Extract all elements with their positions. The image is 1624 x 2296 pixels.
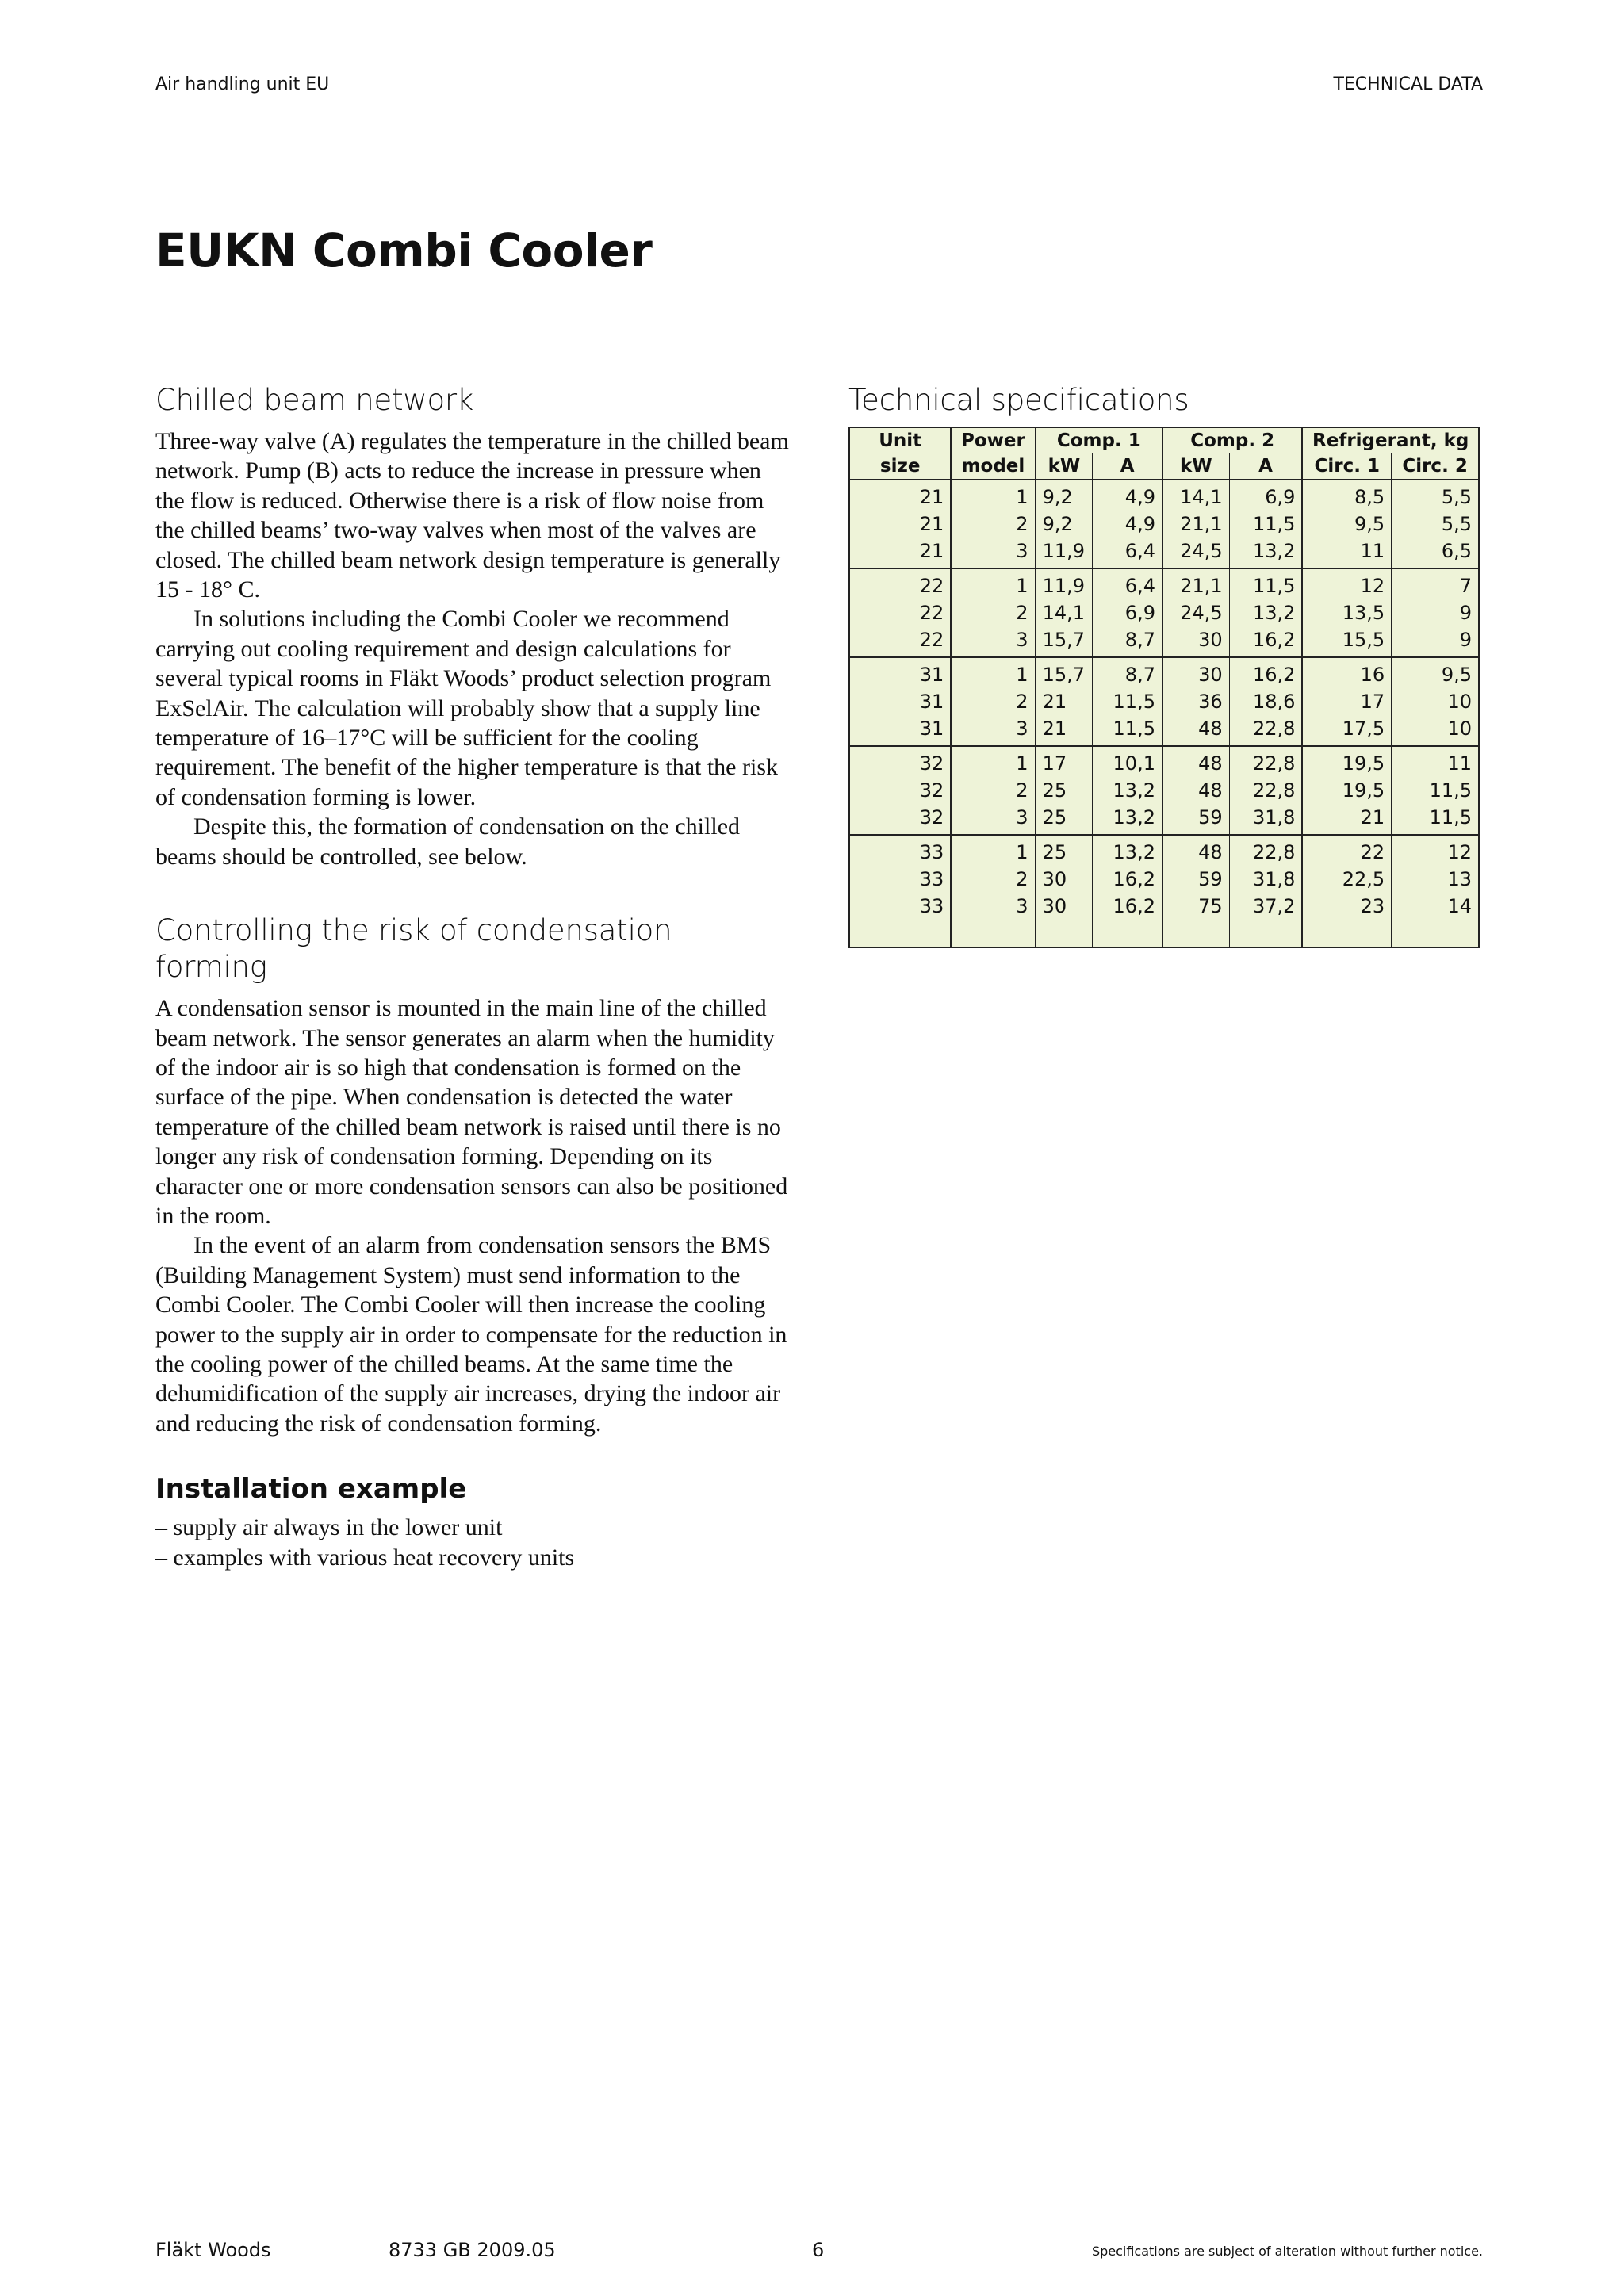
header-right: TECHNICAL DATA <box>1333 75 1483 94</box>
cell-comp2-a: 31,8 <box>1229 866 1302 893</box>
cell-comp2-kw: 48 <box>1162 715 1229 746</box>
cell-power-model: 3 <box>951 626 1035 657</box>
cell-circ2: 9,5 <box>1441 664 1472 686</box>
cell-circ1: 23 <box>1302 893 1391 947</box>
cell-comp1-a: 4,9 <box>1093 511 1162 538</box>
cell-comp1-a: 16,2 <box>1093 866 1162 893</box>
cell-power-model: 1 <box>951 746 1035 777</box>
cell-unit-size: 22 <box>849 626 951 657</box>
table-row <box>849 893 1479 947</box>
col-header-power: Power <box>951 427 1035 453</box>
table-row <box>849 480 1479 511</box>
cell-power-model: 3 <box>951 804 1035 835</box>
table-row <box>849 777 1479 804</box>
cell-comp1-a: 10,1 <box>1093 746 1162 777</box>
cell-comp2-kw: 48 <box>1162 835 1229 866</box>
paragraph: Three-way valve (A) regulates the temperature in the chilled beam network. Pump (B) acts to reduce the increase in pressure when the flow is reduced. Otherwise there is a risk of flow noise from the chilled beams’ two-way valves when most of the valves are closed. The chilled beam network design temperature is generally 15 - 18° C. <box>155 428 789 603</box>
cell-comp1-kw: 25 <box>1036 804 1093 835</box>
cell-comp2-kw: 14,1 <box>1162 480 1229 511</box>
table-row <box>849 599 1479 626</box>
col-header-kw: kW <box>1162 453 1229 480</box>
cell-circ1: 19,5 <box>1302 777 1391 804</box>
cell-unit-size: 31 <box>849 657 951 688</box>
col-header-circ1: Circ. 1 <box>1302 453 1391 480</box>
cell-circ2: 11,5 <box>1429 779 1472 802</box>
cell-comp1-a: 16,2 <box>1093 893 1162 947</box>
cell-unit-size: 33 <box>849 866 951 893</box>
page-title: EUKN Combi Cooler <box>155 224 653 277</box>
cell-circ2: 5,5 <box>1441 486 1472 508</box>
col-header-unit: Unit <box>849 427 951 453</box>
cell-power-model: 3 <box>951 538 1035 568</box>
table-row <box>849 657 1479 688</box>
table-row <box>849 804 1479 835</box>
cell-power-model: 2 <box>951 599 1035 626</box>
cell-comp1-a: 4,9 <box>1093 480 1162 511</box>
footer-page-number: 6 <box>812 2239 825 2261</box>
cell-power-model: 2 <box>951 777 1035 804</box>
cell-comp1-kw: 9,2 <box>1036 511 1093 538</box>
cell-unit-size: 22 <box>849 599 951 626</box>
cell-power-model: 2 <box>951 866 1035 893</box>
cell-comp2-a: 31,8 <box>1229 804 1302 835</box>
cell-comp2-kw: 30 <box>1162 657 1229 688</box>
cell-circ1: 15,5 <box>1302 626 1391 657</box>
col-header-kw: kW <box>1036 453 1093 480</box>
cell-circ2: 10 <box>1392 715 1479 746</box>
cell-power-model: 3 <box>951 893 1035 947</box>
cell-comp2-a: 22,8 <box>1229 835 1302 866</box>
cell-comp1-kw: 25 <box>1036 777 1093 804</box>
col-header-comp2: Comp. 2 <box>1162 427 1302 453</box>
cell-comp1-kw: 25 <box>1036 835 1093 866</box>
cell-power-model: 2 <box>951 511 1035 538</box>
cell-comp2-kw: 21,1 <box>1162 568 1229 599</box>
col-header-a: A <box>1229 453 1302 480</box>
paragraph: In solutions including the Combi Cooler we recommend carrying out cooling requirement and design calculations for several typical rooms in Fläkt Woods’ product selection program ExSelAir. The calculation will probably show that a supply line temperature of 16–17°C will be sufficient for the cooling requirement. The benefit of the higher temperature is that the risk of condensation forming is lower. <box>155 606 778 810</box>
cell-circ1: 21 <box>1302 804 1391 835</box>
cell-comp1-kw: 15,7 <box>1036 657 1093 688</box>
cell-circ1: 12 <box>1302 568 1391 599</box>
col-header-circ2: Circ. 2 <box>1392 453 1479 480</box>
cell-comp1-kw: 9,2 <box>1036 480 1093 511</box>
section-heading: Installation example <box>155 1473 467 1506</box>
cell-comp2-a: 11,5 <box>1229 511 1302 538</box>
cell-power-model: 1 <box>951 657 1035 688</box>
cell-circ2: 13 <box>1447 868 1472 890</box>
table-row <box>849 835 1479 866</box>
cell-power-model: 1 <box>951 568 1035 599</box>
cell-comp1-a: 13,2 <box>1093 777 1162 804</box>
list-line: – examples with various heat recovery units <box>155 1544 575 1571</box>
cell-unit-size: 32 <box>849 777 951 804</box>
section-heading: Controlling the risk of condensation forming <box>155 913 672 985</box>
col-header-size: size <box>849 453 951 480</box>
cell-circ2: 7 <box>1459 575 1472 597</box>
cell-unit-size: 21 <box>849 480 951 511</box>
cell-comp1-kw: 11,9 <box>1036 568 1093 599</box>
col-header-model: model <box>951 453 1035 480</box>
cell-unit-size: 31 <box>849 688 951 715</box>
cell-comp1-a: 11,5 <box>1093 715 1162 746</box>
cell-power-model: 2 <box>951 688 1035 715</box>
cell-comp1-a: 6,9 <box>1093 599 1162 626</box>
paragraph: Despite this, the formation of condensation on the chilled beams should be controlled, see below. <box>155 813 741 870</box>
cell-comp2-a: 37,2 <box>1229 893 1302 947</box>
list-line: – supply air always in the lower unit <box>155 1514 503 1541</box>
cell-circ1: 19,5 <box>1302 746 1391 777</box>
cell-comp1-kw: 15,7 <box>1036 626 1093 657</box>
cell-circ1: 9,5 <box>1302 511 1391 538</box>
cell-comp2-a: 22,8 <box>1229 746 1302 777</box>
cell-power-model: 3 <box>951 715 1035 746</box>
cell-comp1-a: 8,7 <box>1093 657 1162 688</box>
cell-comp2-kw: 48 <box>1162 746 1229 777</box>
cell-comp2-a: 22,8 <box>1229 715 1302 746</box>
cell-circ1: 13,5 <box>1302 599 1391 626</box>
cell-unit-size: 22 <box>849 568 951 599</box>
header-left: Air handling unit EU <box>155 75 330 94</box>
cell-comp1-kw: 14,1 <box>1036 599 1093 626</box>
cell-circ1: 22,5 <box>1302 866 1391 893</box>
cell-circ2: 9 <box>1459 602 1472 624</box>
section-heading: Chilled beam network <box>155 383 474 417</box>
cell-circ1: 22 <box>1302 835 1391 866</box>
cell-comp2-kw: 30 <box>1162 626 1229 657</box>
cell-circ1: 16 <box>1302 657 1391 688</box>
cell-comp2-kw: 36 <box>1162 688 1229 715</box>
table-row <box>849 626 1479 657</box>
paragraph: In the event of an alarm from condensation sensors the BMS (Building Management System) must send information to the Combi Cooler. The Combi Cooler will then increase the cooling power to the supply air in order to compensate for the reduction in the cooling power of the chilled beams. At the same time the dehumidification of the supply air increases, drying the indoor air and reducing the risk of condensation forming. <box>155 1232 787 1437</box>
col-header-a: A <box>1093 453 1162 480</box>
cell-comp2-a: 18,6 <box>1229 688 1302 715</box>
cell-comp2-kw: 59 <box>1162 866 1229 893</box>
table-row <box>849 746 1479 777</box>
cell-circ1: 17,5 <box>1302 715 1391 746</box>
cell-comp1-kw: 30 <box>1036 866 1093 893</box>
cell-unit-size: 21 <box>849 511 951 538</box>
cell-unit-size: 33 <box>849 893 951 947</box>
cell-comp2-kw: 24,5 <box>1162 599 1229 626</box>
cell-comp1-a: 13,2 <box>1093 835 1162 866</box>
cell-circ1: 17 <box>1302 688 1391 715</box>
cell-comp1-kw: 21 <box>1036 688 1093 715</box>
cell-comp1-a: 13,2 <box>1093 804 1162 835</box>
col-header-refrigerant: Refrigerant, kg <box>1312 430 1469 451</box>
cell-comp2-kw: 24,5 <box>1162 538 1229 568</box>
section-condensation-risk <box>155 913 790 1438</box>
cell-circ2: 10 <box>1447 691 1472 713</box>
spec-table-body <box>849 480 1479 947</box>
table-row <box>849 568 1479 599</box>
cell-comp2-a: 16,2 <box>1229 626 1302 657</box>
cell-circ2: 14 <box>1447 895 1472 917</box>
spec-heading: Technical specifications <box>848 383 1189 417</box>
table-row <box>849 511 1479 538</box>
footer-notice: Specifications are subject of alteration without further notice. <box>1091 2244 1483 2259</box>
cell-circ2: 5,5 <box>1441 513 1472 535</box>
cell-circ1: 11 <box>1302 538 1391 568</box>
cell-comp1-kw: 30 <box>1036 893 1093 947</box>
cell-unit-size: 33 <box>849 835 951 866</box>
cell-comp2-a: 6,9 <box>1229 480 1302 511</box>
cell-comp2-a: 13,2 <box>1229 599 1302 626</box>
cell-comp1-a: 6,4 <box>1093 568 1162 599</box>
cell-unit-size: 31 <box>849 715 951 746</box>
cell-circ2: 12 <box>1447 841 1472 863</box>
table-row <box>849 538 1479 568</box>
table-row <box>849 688 1479 715</box>
spec-table <box>848 427 1480 948</box>
right-column <box>848 382 1483 948</box>
cell-comp1-kw: 21 <box>1036 715 1093 746</box>
cell-comp2-a: 11,5 <box>1229 568 1302 599</box>
cell-comp1-a: 11,5 <box>1093 688 1162 715</box>
cell-power-model: 1 <box>951 835 1035 866</box>
cell-power-model: 1 <box>951 480 1035 511</box>
table-row <box>849 715 1479 746</box>
cell-circ2: 9 <box>1392 626 1479 657</box>
cell-circ2: 11 <box>1447 752 1472 775</box>
cell-comp1-kw: 11,9 <box>1036 538 1093 568</box>
cell-comp1-a: 8,7 <box>1093 626 1162 657</box>
footer-docref: 8733 GB 2009.05 <box>389 2239 556 2261</box>
section-chilled-beam-network <box>155 382 790 871</box>
cell-comp2-kw: 21,1 <box>1162 511 1229 538</box>
table-row <box>849 866 1479 893</box>
footer-company: Fläkt Woods <box>155 2239 271 2261</box>
cell-comp1-a: 6,4 <box>1093 538 1162 568</box>
cell-unit-size: 32 <box>849 746 951 777</box>
spec-table-header <box>849 427 1479 480</box>
paragraph: A condensation sensor is mounted in the main line of the chilled beam network. The sensor generates an alarm when the humidity of the indoor air is so high that condensation is formed on the surface of the pipe. When condensation is detected the water temperature of the chilled beam network is raised until there is no longer any risk of condensation forming. Depending on its character one or more condensation sensors can also be positioned in the room. <box>155 995 788 1229</box>
cell-comp2-kw: 48 <box>1162 777 1229 804</box>
cell-circ2: 6,5 <box>1392 538 1479 568</box>
cell-comp2-kw: 75 <box>1162 893 1229 947</box>
cell-unit-size: 32 <box>849 804 951 835</box>
cell-comp1-kw: 17 <box>1036 746 1093 777</box>
left-column <box>155 382 790 1572</box>
cell-unit-size: 21 <box>849 538 951 568</box>
cell-comp2-a: 13,2 <box>1229 538 1302 568</box>
cell-circ1: 8,5 <box>1302 480 1391 511</box>
section-installation-example <box>155 1471 790 1572</box>
cell-comp2-a: 22,8 <box>1229 777 1302 804</box>
cell-circ2: 11,5 <box>1392 804 1479 835</box>
col-header-comp1: Comp. 1 <box>1036 427 1162 453</box>
cell-comp2-a: 16,2 <box>1229 657 1302 688</box>
cell-comp2-kw: 59 <box>1162 804 1229 835</box>
